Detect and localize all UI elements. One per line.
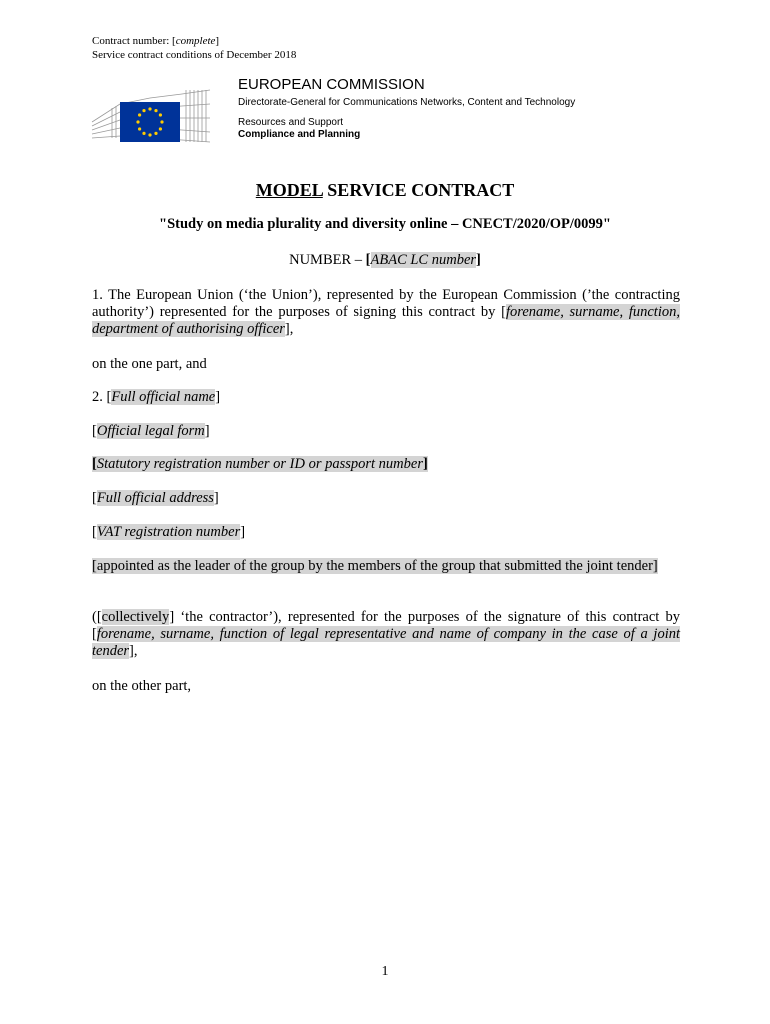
- page-header: [92, 34, 296, 62]
- contract-number-line: Contract number: [complete]: [92, 35, 220, 47]
- other-part-line: on the other part,: [92, 678, 192, 694]
- contractor-paragraph: ([collectively] ‘the contractor’), represented for the purposes of the signature of this contract by [forename, surname, function of legal representative and name of company in the case of a joint tender],: [92, 609, 680, 659]
- organization-block: [238, 76, 575, 141]
- full-name-placeholder: Full official name: [111, 389, 216, 405]
- legal-representative-placeholder: forename, surname, function of legal representative and name of company in the case of a joint tender: [92, 626, 680, 659]
- document-subtitle: "Study on media plurality and diversity online – CNECT/2020/OP/0099": [159, 216, 611, 232]
- contract-number-placeholder: complete: [175, 35, 216, 47]
- registration-line: [Statutory registration number or ID or passport number]: [92, 456, 428, 472]
- vat-placeholder: VAT registration number: [96, 524, 241, 540]
- authorising-officer-placeholder: forename, surname, function, department of authorising officer: [92, 304, 680, 337]
- one-part-line: on the one part, and: [92, 356, 207, 372]
- full-name-line: 2. [Full official name]: [92, 389, 221, 405]
- group-leader-paragraph: [appointed as the leader of the group by the members of the group that submitted the joint tender]: [92, 558, 658, 574]
- vat-line: [VAT registration number]: [92, 524, 246, 540]
- legal-form-placeholder: Official legal form: [96, 423, 205, 439]
- page-number: 1: [381, 964, 389, 979]
- directorate-general: Directorate-General for Communications Networks, Content and Technology: [238, 97, 576, 108]
- collectively-placeholder: collectively: [101, 609, 170, 625]
- address-placeholder: Full official address: [96, 490, 214, 506]
- service-conditions-line: Service contract conditions of December 2018: [92, 49, 297, 61]
- organization-name: EUROPEAN COMMISSION: [238, 76, 425, 93]
- european-commission-logo: [90, 78, 212, 146]
- legal-form-line: [Official legal form]: [92, 423, 210, 439]
- address-line: [Full official address]: [92, 490, 219, 506]
- document-title: MODEL SERVICE CONTRACT: [255, 180, 515, 200]
- contract-number-field: NUMBER – [ABAC LC number]: [289, 252, 481, 268]
- party-one-paragraph: 1. The European Union (‘the Union’), represented by the European Commission (’the contracting authority’) represented for the purposes of signing this contract by [forename, surname, function, department of authorising officer],: [92, 287, 680, 337]
- registration-placeholder: Statutory registration number or ID or passport number: [96, 456, 423, 472]
- abac-placeholder: ABAC LC number: [370, 252, 477, 268]
- unit-name: Resources and Support: [238, 117, 344, 128]
- sub-unit-name: Compliance and Planning: [238, 129, 361, 140]
